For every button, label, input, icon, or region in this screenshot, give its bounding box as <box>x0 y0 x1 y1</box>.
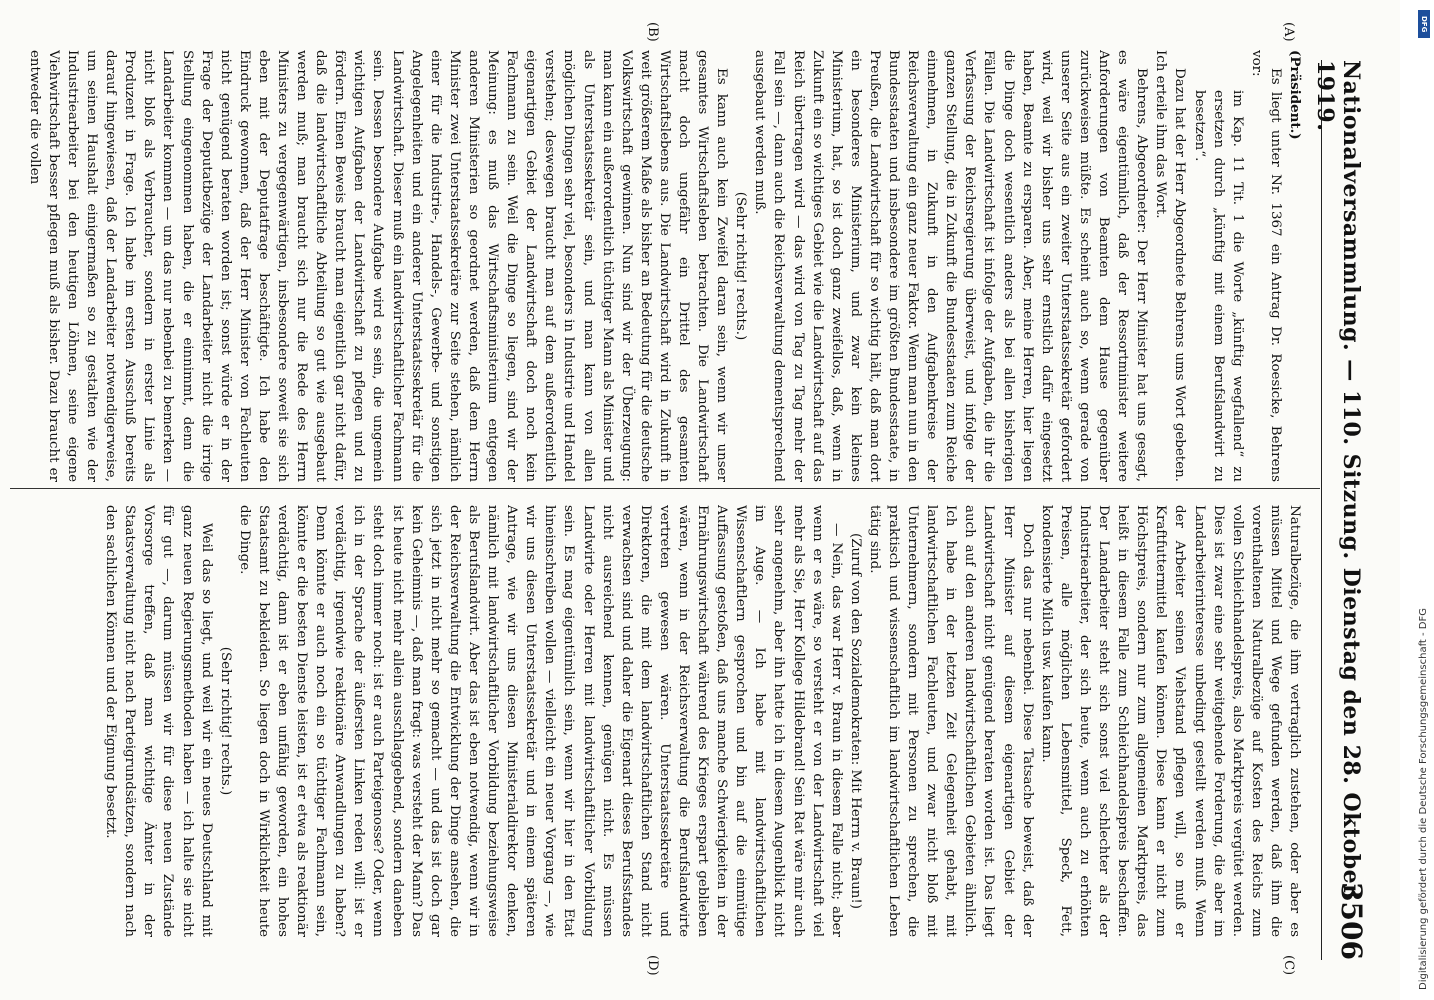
paragraph: Es kann auch kein Zweifel daran sein, wenn wir unser gesamtes Wirtschaftsleben betrachten. Die Landwirtschaft macht doch ungefähr ein Drittel des gesamten Wirtschaftslebens aus. Die Landwirtschaft wird in Zukunft in weit größerem Maße als bisher an Bedeutung für die deutsche Volkswirtschaft gewinnen. Nun sind wir der Überzeugung: man kann ein außerordentlich tüchtiger Mann als Minister und als Unterstaatssekretär sein, und man kann von allen möglichen Dingen sehr viel, besonders in Industrie und Handel verstehen; deswegen braucht man auf dem außerordentlich eigenartigen Gebiet der Landwirtschaft doch noch kein Fachmann zu sein. Weil die Dinge so liegen, sind wir der Meinung: es muß das Wirtschaftsministerium entgegen anderen Ministerien so geordnet werden, daß dem Herrn Minister zwei Unterstaatssekretäre zur Seite stehen, nämlich einer für die Industrie-, Handels-, Gewerbe- und sonstigen Angelegenheiten und ein anderer Unterstaatssekretär für die Landwirtschaft. Dieser muß ein landwirtschaftlicher Fachmann sein. Dessen besondere Aufgabe wird es sein, die ungemein wichtigen Aufgaben der Landwirtschaft zu pflegen und zu fördern. Einen Beweis braucht man eigentlich gar nicht dafür, daß die landwirtschaftliche Abteilung so gut wie ausgebaut werden muß; man braucht sich nur die Rede des Herrn Ministers zu vergegenwärtigen, insbesondere soweit sie sich eben mit der Deputatfrage beschäftigte. Ich habe den Eindruck gewonnen, daß der Herr Minister von Fachleuten nicht genügend beraten worden ist; sonst würde er in der Frage der Deputatbezüge der Landarbeiter nicht die irrige Stellung eingenommen haben, die er einnimmt, denn die Landarbeiter kommen — um das nur nebenbei zu bemerken — nicht bloß als Verbraucher, sondern in erster Linie als Produzent in Frage. Ich habe im ersten Ausschuß bereits darauf hingewiesen, daß der Landarbeiter notwendigerweise, um seinen Haushalt einigermaßen so zu gestalten wie der Industriearbeiter bei den heutigen Löhnen, seine eigene Viehwirtschaft besser pflegen muß als bisher. Dazu braucht er entweder die vollen <box>26 50 730 482</box>
speaker-tag: (Präsident.) <box>1287 50 1303 140</box>
interjection: (Zuruf von den Sozialdemokraten: Mit Herrn v. Braun!) <box>847 532 863 910</box>
page-header <box>1312 60 1382 960</box>
paragraph: — Nein, das war Herr v. Braun in diesem Falle nicht; aber wenn er es wäre, so versteht er von der Landwirtschaft viel mehr als Sie, Herr Kollege Hildebrand! Sein Rat wäre mir auch sehr angenehm, aber ihn hatte ich in diesem Augenblick nicht im Auge. — Ich habe mit landwirtschaftlichen Wissenschaftlern gesprochen und bin auf die einmütige Auffassung gestoßen, daß uns manche Schwierigkeiten in der Ernährungswirtschaft während des Krieges erspart geblieben wären, wenn in der Reichsverwaltung die Berufslandwirte vertreten gewesen wären. Unterstaatssekretäre und Direktoren, die mit dem landwirtschaftlichen Stand nicht verwachsen sind und daher die Eigenart dieses Berufsstandes nicht ausreichend kennen, genügen nicht. Es müssen Landwirte oder Herren mit landwirtschaftlicher Vorbildung sein. Es mag eigentümlich sein, wenn wir hier in den Etat hineinschreiben wollen — vielleicht ein neuer Vorgang —, wie wir uns diesen Unterstaatssekretär und in einem späteren Antrage, wie wir uns diesen Ministerialdirektor denken, nämlich mit landwirtschaftlicher Vorbildung beziehungsweise als Berufslandwirt. Aber das ist eben notwendig, wenn wir in der Reichsverwaltung die Entwicklung der Dinge ansehen, die sich jetzt in nicht mehr so gemacht — und das ist doch gar kein Geheimnis —, daß man fragt: was versteht der Mann? Das ist heute nicht mehr allein ausschlaggebend, sondern daneben steht doch immer noch: ist er auch Parteigenosse? Oder, wenn ich in der Sprache der äußersten Linken reden will: ist er verdächtig, irgendwie reaktionäre Anwandlungen zu haben? Denn könnte er auch noch ein so tüchtiger Fachmann sein, könnte er die besten Dienste leisten, ist er etwa als reaktionär verdächtig, dann ist er eben unfähig geworden, ein hohes Staatsamt zu bekleiden. So liegen doch in Wirklichkeit heute die Dinge. <box>236 505 844 937</box>
left-column <box>14 50 1304 482</box>
margin-mark-c: (C) <box>1281 955 1296 976</box>
margin-mark-a: (A) <box>1281 22 1296 42</box>
header-title: Nationalversammlung. — 110. Sitzung. Dienstag den 28. Oktober 1919. <box>1312 60 1364 897</box>
margin-mark-d: (D) <box>645 955 660 976</box>
digitization-credit: Digitalisierung gefördert durch die Deutsche Forschungsgemeinschaft - DFG <box>1418 607 1429 990</box>
paragraph: Dazu hat der Herr Abgeordnete Behrens ums Wort gebeten. Ich erteile ihm das Wort. <box>1153 50 1188 482</box>
paragraph: Weil das so liegt, und weil wir ein neues Deutschland mit ganz neuen Regierungsmethoden haben — ich halte sie nicht für gut —, darum müssen wir für diese neuen Zustände Vorsorge treffen, daß man wichtige Ämter in der Staatsverwaltung nicht nach Parteigrundsätzen, sondern nach den sachlichen Können und der Eignung besetzt. <box>103 505 214 937</box>
paragraph: Doch das nur nebenbei. Diese Tatsache beweist, daß der Herr Minister auf diesem eigenartigen Gebiet der Landwirtschaft nicht genügend beraten worden ist. Das liegt auch auf den anderen landwirtschaftlichen Gebieten ähnlich. Ich habe in der letzten Zeit Gelegenheit gehabt, mit landwirtschaftlichen Fachleuten, und zwar nicht bloß mit Unternehmern, sondern mit Personen zu sprechen, die praktisch und wissenschaftlich im landwirtschaftlichen Leben tätig sind. <box>866 505 1035 937</box>
paragraph: im Kap. 11 Tit. 1 die Worte „künftig wegfallend“ zu ersetzen durch „künftig mit einem Berufslandwirt zu besetzen“. <box>1191 90 1245 482</box>
margin-mark-b: (B) <box>645 22 660 42</box>
dfg-logo: DFG <box>1418 10 1430 38</box>
interjection: (Sehr richtig! rechts.) <box>733 191 749 341</box>
page-number: 3506 <box>1335 882 1368 960</box>
paragraph: Behrens, Abgeordneter: Der Herr Minister hat uns gesagt, es wäre eigentümlich, daß der Ressortminister weitere Anforderungen von Beamten dem Hause gegenüber zurückweisen müßte. Es scheint auch so, wenn gerade von unserer Seite aus ein zweiter Unterstaatssekretär gefordert wird, weil wir bisher uns sehr ernstlich dafür eingesetzt haben, Beamte zu ersparen. Aber, meine Herren, hier liegen die Dinge doch wesentlich anders als bei allen bisherigen Fällen. Die Landwirtschaft ist infolge der Aufgaben, die ihr die Verfassung der Reichsregierung überweist, und infolge der ganzen Stellung, die in Zukunft die Bundesstaaten zum Reiche einnehmen, in Zukunft in den Aufgabenkreise der Reichsverwaltung ein ganz neuer Faktor. Wenn man nun in den Bundesstaaten und insbesondere im größten Bundesstaate, in Preußen, die Landwirtschaft für so wichtig hält, daß man dort ein besonderes Ministerium, und zwar kein kleines Ministerium, hat, so ist doch ganz zweifellos, daß, wenn in Zukunft ein so wichtiges Gebiet wie die Landwirtschaft auf das Reich übertragen wird — das wird von Tag zu Tag mehr der Fall sein —, dann auch die Reichsverwaltung dementsprechend ausgebaut werden muß. <box>752 50 1150 482</box>
column-divider <box>10 488 1320 489</box>
interjection: (Sehr richtig! rechts.) <box>217 646 233 796</box>
paragraph: Naturalbezüge, die ihm vertraglich zustehen, oder aber es müssen Mittel und Wege gefunden werden, daß ihm die vorenthaltenen Naturalbezüge auf Kosten des Reichs zum vollen Schleichhandelspreis, also Marktpreis vergütet werden. Dies ist zwar eine sehr weitgehende Forderung, die aber im Landarbeiterinteresse unbedingt gestellt werden muß. Wenn der Arbeiter seinen Viehstand pflegen will, so muß er Kraftfuttermittel kaufen können. Diese kann er nicht zum Höchstpreis, sondern nur zum allgemeinen Marktpreis, das heißt in diesem Falle zum Schleichhandelspreis beschaffen. Der Landarbeiter steht sich sonst viel schlechter als der Industriearbeiter, der sich heute, wenn auch zu erhöhten Preisen, alle möglichen Lebensmittel, Speck, Fett, kondensierte Milch usw. kaufen kann. <box>1038 505 1302 937</box>
right-column <box>14 505 1304 937</box>
paragraph: Es liegt unter Nr. 1367 ein Antrag Dr. Roesicke, Behrens vor: <box>1248 50 1283 482</box>
